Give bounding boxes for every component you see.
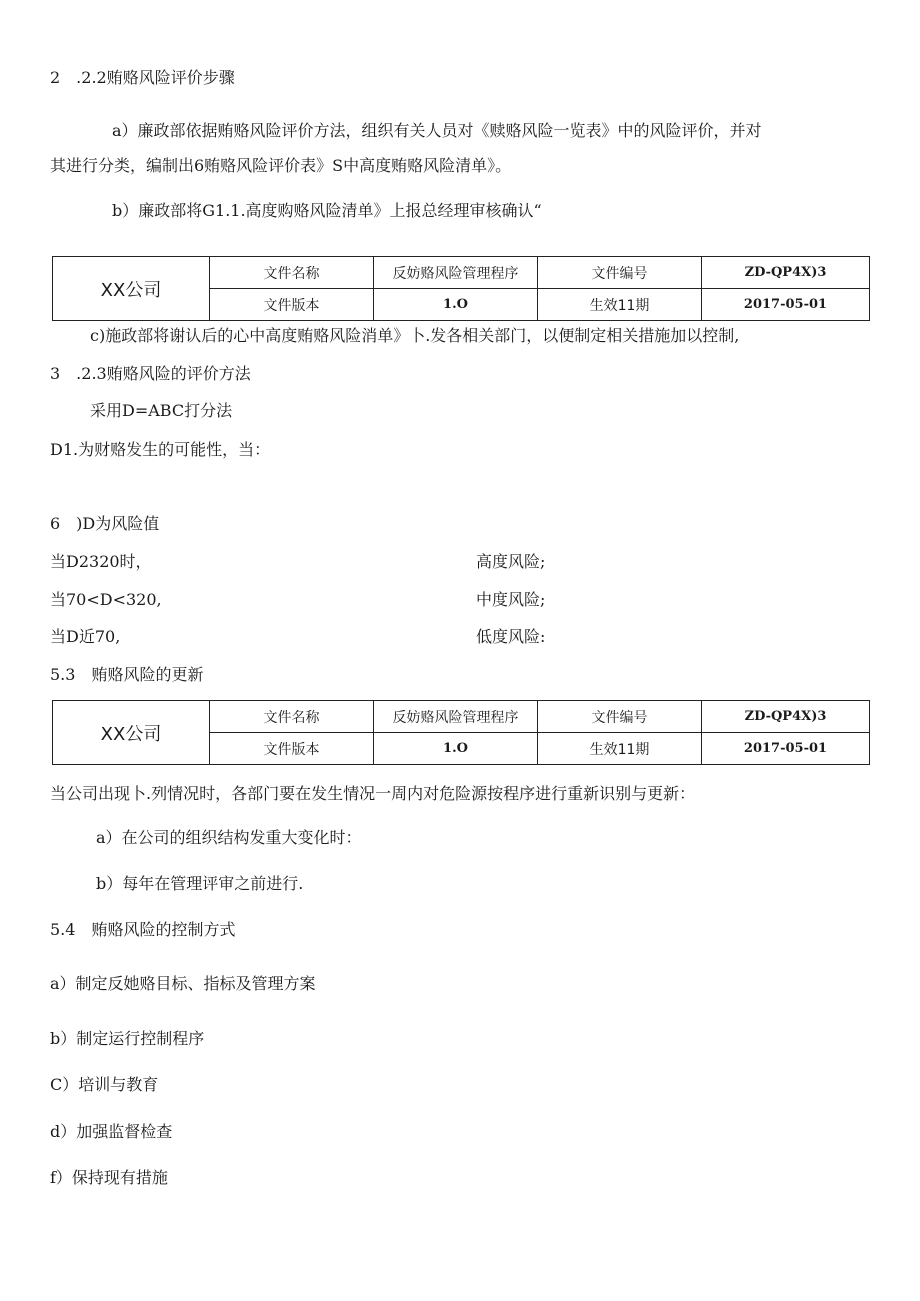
control-item-b: b）制定运行控制程序: [50, 1029, 205, 1048]
update-item-b: b）每年在管理评审之前进行.: [96, 874, 304, 893]
effective-label: 生效11期: [538, 733, 702, 765]
paragraph-c: c)施政部将谢认后的心中高度贿赂风险消单》卜.发各相关部门，以便制定相关措施加以控制,: [90, 326, 740, 345]
doc-name: 反妨赂风险管理程序: [374, 257, 538, 289]
effective-label: 生效11期: [538, 289, 702, 321]
control-item-c: C）培训与教育: [50, 1075, 159, 1094]
paragraph-a-line2: 其进行分类，编制出6贿赂风险评价表》S中高度贿赂风险清单》。: [50, 156, 512, 175]
risk-level-medium: 中度风险;: [476, 590, 546, 609]
doc-no: ZD-QP4X)3: [702, 257, 870, 289]
control-item-d: d）加强监督检查: [50, 1122, 173, 1141]
company-name: XX公司: [53, 701, 210, 765]
risk-condition-high: 当D2320时，: [50, 552, 152, 571]
control-item-f: f）保持现有措施: [50, 1168, 168, 1187]
doc-no: ZD-QP4X)3: [702, 701, 870, 733]
company-name: XX公司: [53, 257, 210, 321]
version-label: 文件版本: [210, 733, 374, 765]
doc-no-label: 文件编号: [538, 257, 702, 289]
risk-condition-medium: 当70<D<320,: [50, 590, 162, 609]
doc-name: 反妨赂风险管理程序: [374, 701, 538, 733]
d1-line: D1.为财赂发生的可能性，当：: [50, 440, 271, 459]
effective-date: 2017-05-01: [702, 733, 870, 765]
section-2-2-2-title: 2 .2.2贿赂风险评价步骤: [50, 68, 235, 87]
document-header-table-1: [52, 256, 870, 321]
risk-condition-low: 当D近70,: [50, 627, 121, 646]
paragraph-a-line1: a）廉政部依据贿赂风险评价方法，组织有关人员对《赎赂风险一览表》中的风险评价，并对: [112, 121, 762, 140]
update-intro: 当公司出现卜.列情况时，各部门要在发生情况一周内对危险源按程序进行重新识别与更新：: [50, 784, 696, 803]
version: 1.O: [374, 289, 538, 321]
d-value-line: 6 )D为风险值: [50, 514, 160, 533]
risk-level-low: 低度风险:: [476, 627, 546, 646]
version-label: 文件版本: [210, 289, 374, 321]
risk-level-high: 高度风险;: [476, 552, 546, 571]
section-5-3-title: 5.3 贿赂风险的更新: [50, 665, 204, 684]
doc-no-label: 文件编号: [538, 701, 702, 733]
section-5-4-title: 5.4 贿赂风险的控制方式: [50, 920, 236, 939]
update-item-a: a）在公司的组织结构发重大变化时：: [96, 828, 362, 847]
control-item-a: a）制定反她赂目标、指标及管理方案: [50, 974, 316, 993]
document-header-table-2: [52, 700, 870, 765]
doc-name-label: 文件名称: [210, 257, 374, 289]
effective-date: 2017-05-01: [702, 289, 870, 321]
doc-name-label: 文件名称: [210, 701, 374, 733]
method-line: 采用D=ABC打分法: [90, 401, 233, 420]
paragraph-b: b）廉政部将G1.1.高度购赂风险清单》上报总经理审核确认“: [112, 201, 542, 220]
version: 1.O: [374, 733, 538, 765]
section-2-2-3-title: 3 .2.3贿赂风险的评价方法: [50, 364, 251, 383]
